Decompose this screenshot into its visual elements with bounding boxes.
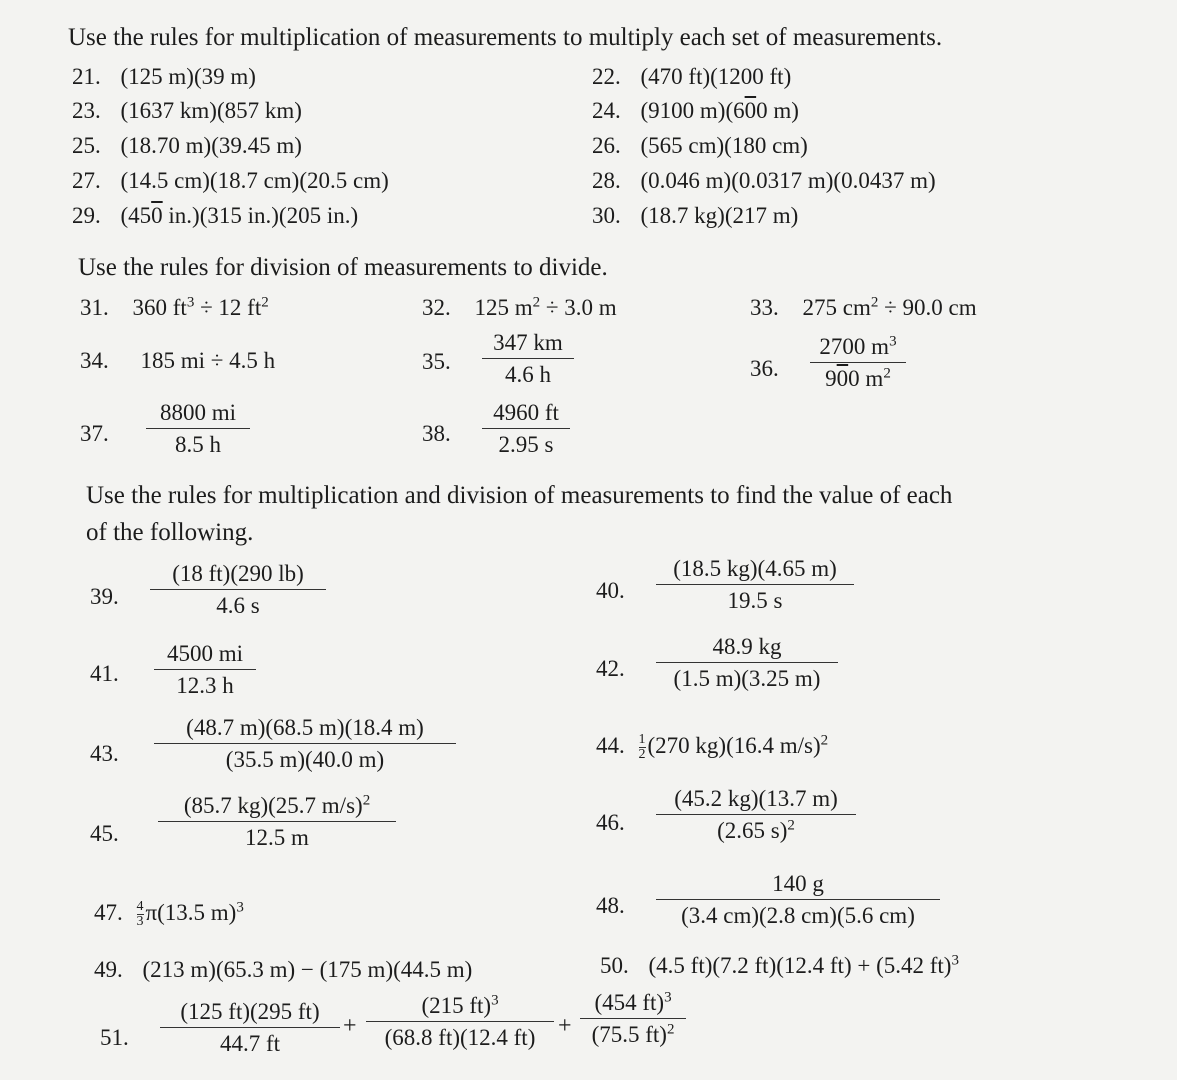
problem-expr: (9100 m)(600 m) bbox=[640, 98, 799, 123]
problem-number-38: 38. bbox=[422, 421, 451, 446]
problem-number: 47. bbox=[94, 900, 123, 925]
problem-number: 23. bbox=[72, 98, 101, 123]
problem-51-fraction-2: $\frac{(215 ft)^3}{(68.8 ft)(12.4 ft)}$ bbox=[366, 993, 554, 1051]
problem-number: 21. bbox=[72, 64, 101, 89]
problem-41-fraction: $\frac{4500 mi}{12.3 h}$ bbox=[154, 641, 256, 699]
problem-31 bbox=[80, 295, 269, 321]
problem-33 bbox=[750, 295, 977, 321]
problem-number-43: 43. bbox=[90, 741, 119, 766]
problem-44 bbox=[596, 733, 828, 762]
problem-expr: $\frac{1}{2}$ (270 kg)(16.4 m/s)$^2$ bbox=[638, 732, 829, 763]
problem-expr: (125 m)(39 m) bbox=[120, 64, 256, 89]
plus-operator: + bbox=[558, 1013, 572, 1039]
problem-number: 32. bbox=[422, 295, 451, 320]
problem-expr: 125 $m^2 \div 3.0$ m bbox=[474, 294, 617, 320]
problem-25 bbox=[72, 133, 302, 159]
problem-number: 34. bbox=[80, 348, 109, 373]
problem-24 bbox=[592, 98, 799, 124]
problem-number-46: 46. bbox=[596, 810, 625, 835]
problem-38-fraction: $\frac{4960 ft}{2.95 s}$ bbox=[482, 400, 570, 458]
problem-number: 28. bbox=[592, 168, 621, 193]
problem-number: 30. bbox=[592, 203, 621, 228]
problem-42-fraction: $\frac{48.9 kg}{(1.5 m)(3.25 m)}$ bbox=[656, 634, 838, 692]
problem-number-35: 35. bbox=[422, 349, 451, 374]
problem-number-45: 45. bbox=[90, 821, 119, 846]
problem-51-fraction-1: $\frac{(125 ft)(295 ft)}{44.7 ft}$ bbox=[160, 999, 340, 1057]
problem-50 bbox=[600, 953, 959, 979]
problem-43-fraction: $\frac{(48.7 m)(68.5 m)(18.4 m)}{(35.5 m)(40.0 m)}$ bbox=[154, 715, 456, 773]
problem-number: 25. bbox=[72, 133, 101, 158]
problem-number: 26. bbox=[592, 133, 621, 158]
section1-heading: Use the rules for multiplication of measurements to multiply each set of measurements. bbox=[68, 24, 943, 51]
problem-32 bbox=[422, 295, 617, 321]
problem-45-fraction: $\frac{(85.7 kg)(25.7 m/s)^2}{12.5 m}$ bbox=[158, 793, 396, 851]
problem-expr: 360 $ft^3 \div 12$ $ft^2$ bbox=[132, 294, 269, 320]
problem-47 bbox=[94, 900, 244, 929]
section2-heading: Use the rules for division of measurements to divide. bbox=[78, 254, 608, 281]
problem-26 bbox=[592, 133, 808, 159]
problem-35-fraction: $\frac{347 km}{4.6 h}$ bbox=[482, 330, 574, 388]
problem-37-fraction: $\frac{8800 mi}{8.5 h}$ bbox=[146, 400, 250, 458]
problem-27 bbox=[72, 168, 389, 194]
section3-heading: Use the rules for multiplication and division of measurements to find the value of each bbox=[86, 482, 953, 509]
problem-number-40: 40. bbox=[596, 578, 625, 603]
problem-number: 24. bbox=[592, 98, 621, 123]
problem-number-39: 39. bbox=[90, 584, 119, 609]
problem-expr: (18.70 m)(39.45 m) bbox=[120, 133, 302, 158]
problem-number: 31. bbox=[80, 295, 109, 320]
section3-heading-cont: of the following. bbox=[86, 519, 254, 546]
problem-number-36: 36. bbox=[750, 356, 779, 381]
problem-46-fraction: $\frac{(45.2 kg)(13.7 m)}{(2.65 s)^2}$ bbox=[656, 786, 856, 844]
problem-expr: (0.046 m)(0.0317 m)(0.0437 m) bbox=[640, 168, 936, 193]
problem-expr: $\frac{4}{3}$ π(13.5 m)$^3$ bbox=[136, 899, 244, 930]
problem-number-41: 41. bbox=[90, 661, 119, 686]
problem-34 bbox=[80, 348, 275, 374]
problem-48-fraction: $\frac{140 g}{(3.4 cm)(2.8 cm)(5.6 cm)}$ bbox=[656, 871, 940, 929]
problem-28 bbox=[592, 168, 936, 194]
problem-29 bbox=[72, 203, 358, 229]
problem-number: 50. bbox=[600, 953, 629, 978]
problem-number: 44. bbox=[596, 733, 625, 758]
problem-number: 29. bbox=[72, 203, 101, 228]
problem-22 bbox=[592, 64, 791, 90]
problem-36-fraction: $\frac{2700 m^3}{900 m^2}$ bbox=[810, 334, 906, 392]
problem-30 bbox=[592, 203, 798, 229]
problem-expr: (450 in.)(315 in.)(205 in.) bbox=[120, 203, 359, 228]
problem-number: 27. bbox=[72, 168, 101, 193]
problem-expr: 185 mi ÷ 4.5 h bbox=[140, 348, 276, 373]
problem-number-51: 51. bbox=[100, 1025, 129, 1050]
problem-expr: (18.7 kg)(217 m) bbox=[640, 203, 799, 228]
problem-expr: (213 m)(65.3 m) − (175 m)(44.5 m) bbox=[142, 957, 473, 982]
problem-23 bbox=[72, 98, 302, 124]
problem-expr: (470 ft)(1200 ft) bbox=[640, 64, 792, 89]
problem-number-48: 48. bbox=[596, 893, 625, 918]
problem-40-fraction: $\frac{(18.5 kg)(4.65 m)}{19.5 s}$ bbox=[656, 556, 854, 614]
problem-number: 33. bbox=[750, 295, 779, 320]
problem-expr: (565 cm)(180 cm) bbox=[640, 133, 808, 158]
problem-expr: (4.5 ft)(7.2 ft)(12.4 ft) + (5.42 ft)$^3$ bbox=[648, 952, 959, 978]
problem-number-42: 42. bbox=[596, 656, 625, 681]
problem-expr: 275 $cm^2 \div 90.0$ cm bbox=[802, 294, 977, 320]
problem-expr: (1637 km)(857 km) bbox=[120, 98, 302, 123]
problem-49 bbox=[94, 957, 472, 983]
problem-expr: (14.5 cm)(18.7 cm)(20.5 cm) bbox=[120, 168, 389, 193]
problem-number: 22. bbox=[592, 64, 621, 89]
problem-39-fraction: $\frac{(18 ft)(290 lb)}{4.6 s}$ bbox=[150, 561, 326, 619]
problem-51-fraction-3: $\frac{(454 ft)^3}{(75.5 ft)^2}$ bbox=[580, 990, 686, 1048]
problem-number-37: 37. bbox=[80, 421, 109, 446]
problem-number: 49. bbox=[94, 957, 123, 982]
problem-21 bbox=[72, 64, 256, 90]
plus-operator: + bbox=[343, 1013, 357, 1039]
